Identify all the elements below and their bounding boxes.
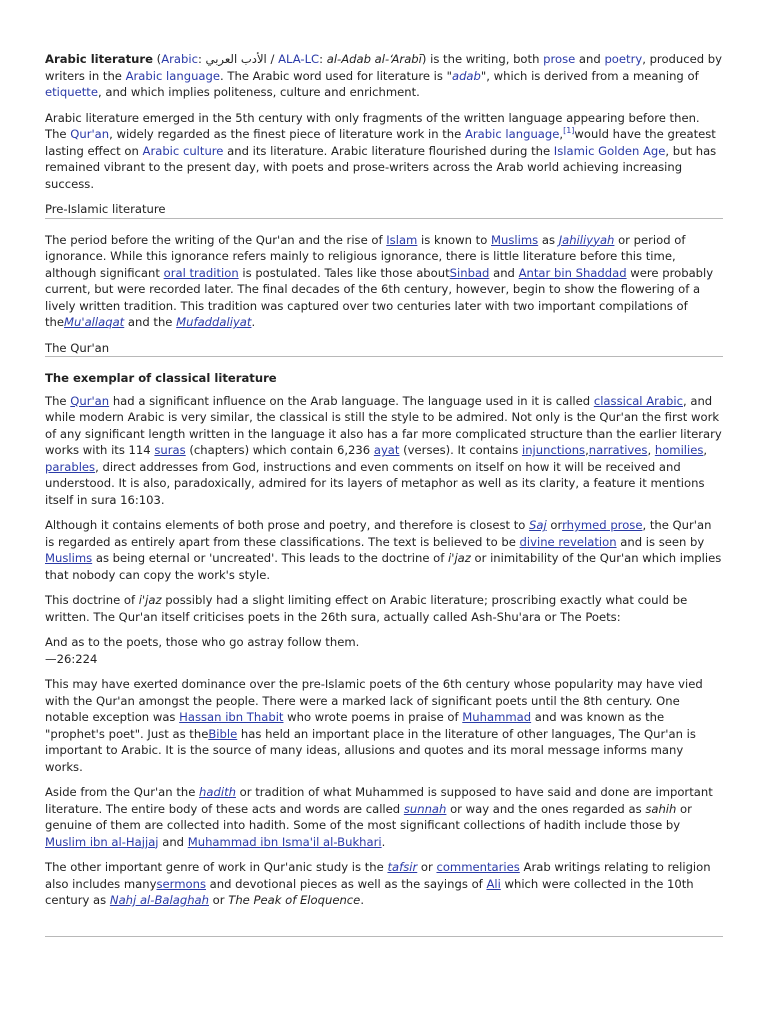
subsection-heading-exemplar: The exemplar of classical literature — [45, 371, 277, 385]
intro-paragraph: Arabic literature (Arabic: الأدب العربي / ALA-LC: al-Adab al-‘Arabī) is the writing, both prose and poetry, produced by writers in the Arabic language. The Arabic word used for literature is "adab", which is derived from a meaning of etiquette, and which implies politeness, culture and enrichment. — [45, 52, 723, 99]
section-heading-quran: The Qur'an — [45, 340, 723, 358]
link-divine-revelation[interactable]: divine revelation — [519, 534, 617, 549]
link-antar[interactable]: Antar bin Shaddad — [518, 265, 627, 280]
link-arabic-language-2[interactable]: Arabic language — [464, 127, 560, 141]
footer-divider — [45, 936, 723, 937]
link-bible[interactable]: Bible — [208, 726, 238, 741]
link-arabic-culture[interactable]: Arabic culture — [142, 143, 224, 158]
article-body — [45, 51, 723, 918]
link-saj[interactable]: Saj — [529, 518, 547, 532]
ijaz-paragraph: This doctrine of i'jaz possibly had a slight limiting effect on Arabic literature; proscribing exactly what could be written. The Qur'an itself criticises poets in the 26th sura, actually called Ash-Shu'ara or The Poets: — [45, 593, 688, 624]
quote-citation: —26:224 — [45, 651, 98, 666]
link-muslim-ibn-al-hajjaj[interactable]: Muslim ibn al-Hajjaj — [45, 834, 159, 849]
link-rhymed-prose[interactable]: rhymed prose — [562, 518, 643, 532]
prose-poetry-paragraph: Although it contains elements of both prose and poetry, and therefore is closest to Saj orrhymed prose, the Qur'an is regarded as entirely apart from these classifications. The text is believed to be divine revelation and is seen by Muslims as being eternal or 'uncreated'. This leads to the doctrine of i'jaz or inimitability of the Qur'an which implies that nobody can copy the work's style. — [45, 518, 722, 582]
pre-islamic-paragraph: The period before the writing of the Qur'an and the rise of Islam is known to Muslims as Jahiliyyah or period of ignorance. While this ignorance refers mainly to religious ignorance, there is little literature before this time, although significant oral tradition is postulated. Tales like those aboutSinbad and Antar bin Shaddad were probably current, but were recorded later. The final decades of the 6th century, however, begin to show the flowering of a lively written tradition. This tradition was captured over two centuries later with two important compilations of theMu'allaqat and the Mufaddaliyat. — [45, 232, 714, 329]
link-muallaqat[interactable]: Mu'allaqat — [64, 315, 125, 329]
hadith-paragraph: Aside from the Qur'an the hadith or tradition of what Muhammed is supposed to have said and done are important literature. The entire body of these acts and words are called sunnah or way and the ones regarded as sahih or genuine of them are collected into hadith. Some of the most significant collections of hadith include those by Muslim ibn al-Hajjaj and Muhammad ibn Isma'il al-Bukhari. — [45, 785, 713, 849]
link-classical-arabic[interactable]: classical Arabic — [593, 393, 683, 408]
link-prose[interactable]: prose — [543, 52, 576, 66]
arabic-script: الأدب العربي — [205, 52, 267, 66]
link-mufaddaliyat[interactable]: Mufaddaliyat — [176, 315, 252, 329]
link-suras[interactable]: suras — [154, 443, 186, 457]
link-homilies[interactable]: homilies — [654, 443, 704, 457]
quran-paragraph: The Qur'an had a significant influence on the Arab language. The language used in it is called classical Arabic, and while modern Arabic is very similar, the classical is still the style to be admired. Not only is the Qur'an the first work of any significant length written in the language it also has a far more complicated structure than the earlier literary works with its 114 suras (chapters) which contain 6,236 ayat (verses). It contains injunctions,narratives, homilies, parables, direct addresses from God, instructions and even comments on itself on how it will be received and understood. It is also, paradoxically, admired for its layers of metaphor as well as its clarity, a feature it mentions itself in sura 16:103. — [45, 393, 722, 507]
link-parables[interactable]: parables — [45, 459, 96, 474]
link-nahj-al-balaghah[interactable]: Nahj al-Balaghah — [109, 893, 209, 907]
link-injunctions[interactable]: injunctions — [521, 443, 586, 457]
article-title: Arabic literature — [45, 52, 153, 66]
link-sunnah[interactable]: sunnah — [403, 801, 447, 816]
link-hassan-ibn-thabit[interactable]: Hassan ibn Thabit — [179, 710, 284, 724]
link-oral-tradition[interactable]: oral tradition — [163, 265, 239, 280]
dominance-paragraph: This may have exerted dominance over the pre-Islamic poets of the 6th century whose popularity may have vied with the Qur'an amongst the people. There were a marked lack of significant poets until the 8th century. One notable exception was Hassan ibn Thabit who wrote poems in praise of Muhammad and was known as the "prophet's poet". Just as theBible has held an important place in the literature of other languages, The Qur'an is important to Arabic. It is the source of many ideas, allusions and quotes and its moral message informs many works. — [45, 677, 703, 774]
link-muslims[interactable]: Muslims — [491, 232, 539, 247]
link-ala-lc[interactable]: ALA-LC — [278, 52, 320, 66]
link-narratives[interactable]: narratives — [588, 443, 648, 457]
link-islam[interactable]: Islam — [386, 232, 418, 247]
transliteration: al-Adab al-‘Arabī — [326, 52, 422, 66]
link-quran[interactable]: Qur'an — [70, 127, 110, 141]
section-heading-pre-islamic: Pre-Islamic literature — [45, 201, 723, 219]
link-bukhari[interactable]: Muhammad ibn Isma'il al-Bukhari — [187, 834, 382, 849]
link-muslims-2[interactable]: Muslims — [45, 551, 93, 565]
tafsir-paragraph: The other important genre of work in Qur'anic study is the tafsir or commentaries Arab writings relating to religion also includes manysermons and devotional pieces as well as the sayings of Ali which were collected in the 10th century as Nahj al-Balaghah or The Peak of Eloquence. — [45, 860, 711, 907]
link-arabic[interactable]: Arabic — [161, 52, 198, 66]
link-sinbad[interactable]: Sinbad — [449, 265, 490, 280]
link-arabic-language[interactable]: Arabic language — [125, 68, 221, 83]
link-poetry[interactable]: poetry — [604, 52, 643, 66]
quote-line: And as to the poets, those who go astray follow them. — [45, 635, 360, 649]
blockquote — [45, 634, 723, 667]
link-ayat[interactable]: ayat — [373, 443, 400, 457]
link-muhammad[interactable]: Muhammad — [462, 710, 532, 724]
link-islamic-golden-age[interactable]: Islamic Golden Age — [553, 143, 666, 158]
link-commentaries[interactable]: commentaries — [436, 860, 520, 874]
link-etiquette[interactable]: etiquette — [45, 85, 98, 99]
link-tafsir[interactable]: tafsir — [387, 860, 418, 874]
emergence-paragraph: Arabic literature emerged in the 5th century with only fragments of the written language appearing before then. The Qur'an, widely regarded as the finest piece of literature work in the Arabic language,[1]would have the greatest lasting effect on Arabic culture and its literature. Arabic literature flourished during the Islamic Golden Age, but has remained vibrant to the present day, with poets and prose-writers across the Arab world achieving increasing success. — [45, 110, 717, 191]
link-jahiliyyah[interactable]: Jahiliyyah — [558, 232, 615, 247]
link-quran-2[interactable]: Qur'an — [70, 393, 110, 408]
link-sermons[interactable]: sermons — [156, 876, 206, 891]
citation-1[interactable]: [1] — [563, 126, 575, 136]
link-hadith[interactable]: hadith — [199, 785, 236, 799]
link-ali[interactable]: Ali — [486, 876, 501, 891]
link-adab[interactable]: adab — [451, 68, 481, 83]
